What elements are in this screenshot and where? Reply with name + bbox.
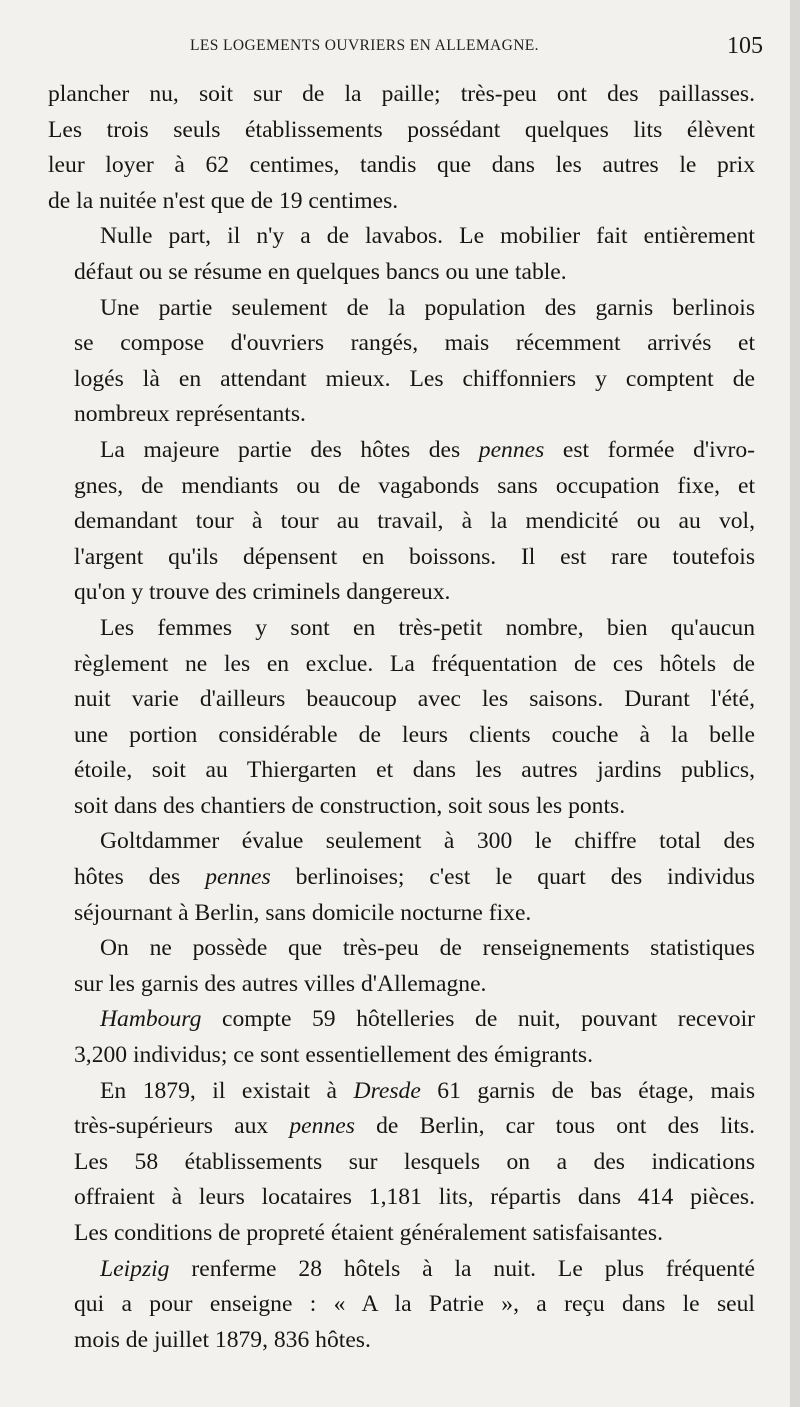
running-title: LES LOGEMENTS OUVRIERS EN ALLEMAGNE. bbox=[190, 37, 539, 54]
text-line bbox=[48, 1002, 755, 1038]
text-line bbox=[48, 860, 755, 896]
text-run: est formée d'ivro- bbox=[544, 436, 755, 463]
text-run: On ne possède que très-peu de renseignements statistiques bbox=[100, 935, 755, 962]
text-run: Les 58 établissements sur lesquels on a des indications bbox=[74, 1148, 755, 1175]
text-run: compte 59 hôtelleries de nuit, pouvant recevoir bbox=[201, 1006, 755, 1033]
text-line bbox=[48, 397, 755, 433]
italic-term: pennes bbox=[205, 864, 271, 891]
text-line bbox=[48, 1074, 755, 1110]
text-run: offraient à leurs locataires 1,181 lits, répartis dans 414 pièces. bbox=[74, 1184, 755, 1211]
text-run: Les conditions de propreté étaient généralement satisfaisantes. bbox=[74, 1220, 663, 1246]
text-run: hôtes des bbox=[74, 864, 206, 891]
text-run: qu'on y trouve des criminels dangereux. bbox=[74, 579, 451, 606]
text-run: une portion considérable de leurs clients couche à la belle bbox=[74, 721, 755, 748]
text-run: nombreux représentants. bbox=[74, 401, 306, 428]
text-line bbox=[48, 1287, 755, 1323]
text-run: mois de juillet 1879, 836 hôtes. bbox=[74, 1326, 371, 1353]
italic-term: pennes bbox=[478, 436, 545, 463]
text-line bbox=[48, 184, 755, 220]
italic-term: Dresde bbox=[353, 1077, 421, 1104]
text-line bbox=[48, 1038, 755, 1074]
text-run: qui a pour enseigne : « A la Patrie », a reçu dans le seul bbox=[74, 1291, 755, 1318]
text-run: séjournant à Berlin, sans domicile nocturne fixe. bbox=[74, 899, 532, 926]
text-run: étoile, soit au Thiergarten et dans les autres jardins publics, bbox=[74, 757, 755, 784]
text-run: soit dans des chantiers de construction, soit sous les ponts. bbox=[74, 792, 626, 819]
page-header bbox=[0, 33, 800, 63]
text-line bbox=[48, 291, 755, 327]
text-line bbox=[48, 255, 755, 291]
text-line bbox=[48, 362, 755, 398]
text-line bbox=[48, 1252, 755, 1288]
text-run: renferme 28 hôtels à la nuit. Le plus fréquenté bbox=[169, 1255, 755, 1282]
text-run: Nulle part, il n'y a de lavabos. Le mobilier fait entièrement bbox=[100, 223, 755, 250]
text-line bbox=[48, 1145, 755, 1181]
paragraph bbox=[48, 1074, 755, 1252]
text-line bbox=[48, 504, 755, 540]
text-run: 61 garnis de bas étage, mais bbox=[420, 1077, 756, 1104]
text-line bbox=[48, 611, 755, 647]
text-line bbox=[48, 1216, 755, 1252]
paragraph bbox=[48, 433, 755, 611]
text-line bbox=[48, 469, 755, 505]
paragraph bbox=[48, 1252, 755, 1359]
text-line bbox=[48, 1109, 755, 1145]
text-run: Goltdammer évalue seulement à 300 le chiffre total des bbox=[100, 828, 755, 855]
text-line bbox=[48, 113, 755, 149]
text-run: défaut ou se résume en quelques bancs ou une table. bbox=[74, 258, 567, 285]
italic-term: Hambourg bbox=[100, 1006, 202, 1033]
text-run: Les femmes y sont en très-petit nombre, bien qu'aucun bbox=[100, 614, 755, 641]
text-run: En 1879, il existait à bbox=[100, 1077, 354, 1104]
italic-term: Leipzig bbox=[100, 1255, 170, 1282]
text-line bbox=[48, 789, 755, 825]
text-line bbox=[48, 148, 755, 184]
text-line bbox=[48, 824, 755, 860]
text-line bbox=[48, 77, 755, 113]
paragraph bbox=[48, 824, 755, 931]
text-run: très-supérieurs aux bbox=[74, 1113, 290, 1140]
text-line bbox=[48, 326, 755, 362]
italic-term: pennes bbox=[289, 1113, 355, 1140]
text-line bbox=[48, 1323, 755, 1359]
page-edge bbox=[790, 0, 800, 1407]
text-run: logés là en attendant mieux. Les chiffonniers y comptent de bbox=[74, 365, 755, 392]
text-line bbox=[48, 433, 755, 469]
page-number: 105 bbox=[727, 33, 763, 59]
text-run: La majeure partie des hôtes des bbox=[100, 436, 479, 463]
text-line bbox=[48, 931, 755, 967]
text-run: de Berlin, car tous ont des lits. bbox=[354, 1113, 755, 1140]
text-run: règlement ne les en exclue. La fréquentation de ces hôtels de bbox=[74, 650, 755, 677]
paragraph bbox=[48, 291, 755, 433]
text-line bbox=[48, 718, 755, 754]
paragraph bbox=[48, 219, 755, 290]
paragraph bbox=[48, 77, 755, 219]
text-run: Les trois seuls établissements possédant quelques lits élèvent bbox=[48, 116, 755, 143]
text-run: l'argent qu'ils dépensent en boissons. Il est rare toutefois bbox=[74, 543, 755, 570]
text-run: de la nuitée n'est que de 19 centimes. bbox=[48, 187, 399, 214]
text-run: se compose d'ouvriers rangés, mais récemment arrivés et bbox=[74, 330, 755, 357]
text-line bbox=[48, 753, 755, 789]
text-run: gnes, de mendiants ou de vagabonds sans occupation fixe, et bbox=[74, 472, 755, 499]
paragraph bbox=[48, 611, 755, 825]
text-line bbox=[48, 1180, 755, 1216]
text-line bbox=[48, 682, 755, 718]
text-line bbox=[48, 575, 755, 611]
text-run: nuit varie d'ailleurs beaucoup avec les saisons. Durant l'été, bbox=[74, 686, 755, 713]
text-line bbox=[48, 896, 755, 932]
text-line bbox=[48, 219, 755, 255]
text-run: leur loyer à 62 centimes, tandis que dans les autres le prix bbox=[48, 152, 755, 179]
text-run: 3,200 individus; ce sont essentiellement des émigrants. bbox=[74, 1042, 593, 1069]
text-line bbox=[48, 647, 755, 683]
text-line bbox=[48, 967, 755, 1003]
paragraph bbox=[48, 931, 755, 1002]
text-run: sur les garnis des autres villes d'Allemagne. bbox=[74, 970, 487, 997]
text-run: plancher nu, soit sur de la paille; très-peu ont des paillasses. bbox=[48, 81, 755, 107]
text-line bbox=[48, 540, 755, 576]
body-text bbox=[48, 77, 755, 1358]
paragraph bbox=[48, 1002, 755, 1073]
text-run: Une partie seulement de la population des garnis berlinois bbox=[100, 294, 755, 321]
text-run: demandant tour à tour au travail, à la mendicité ou au vol, bbox=[74, 508, 755, 535]
text-run: berlinoises; c'est le quart des individus bbox=[270, 864, 755, 891]
